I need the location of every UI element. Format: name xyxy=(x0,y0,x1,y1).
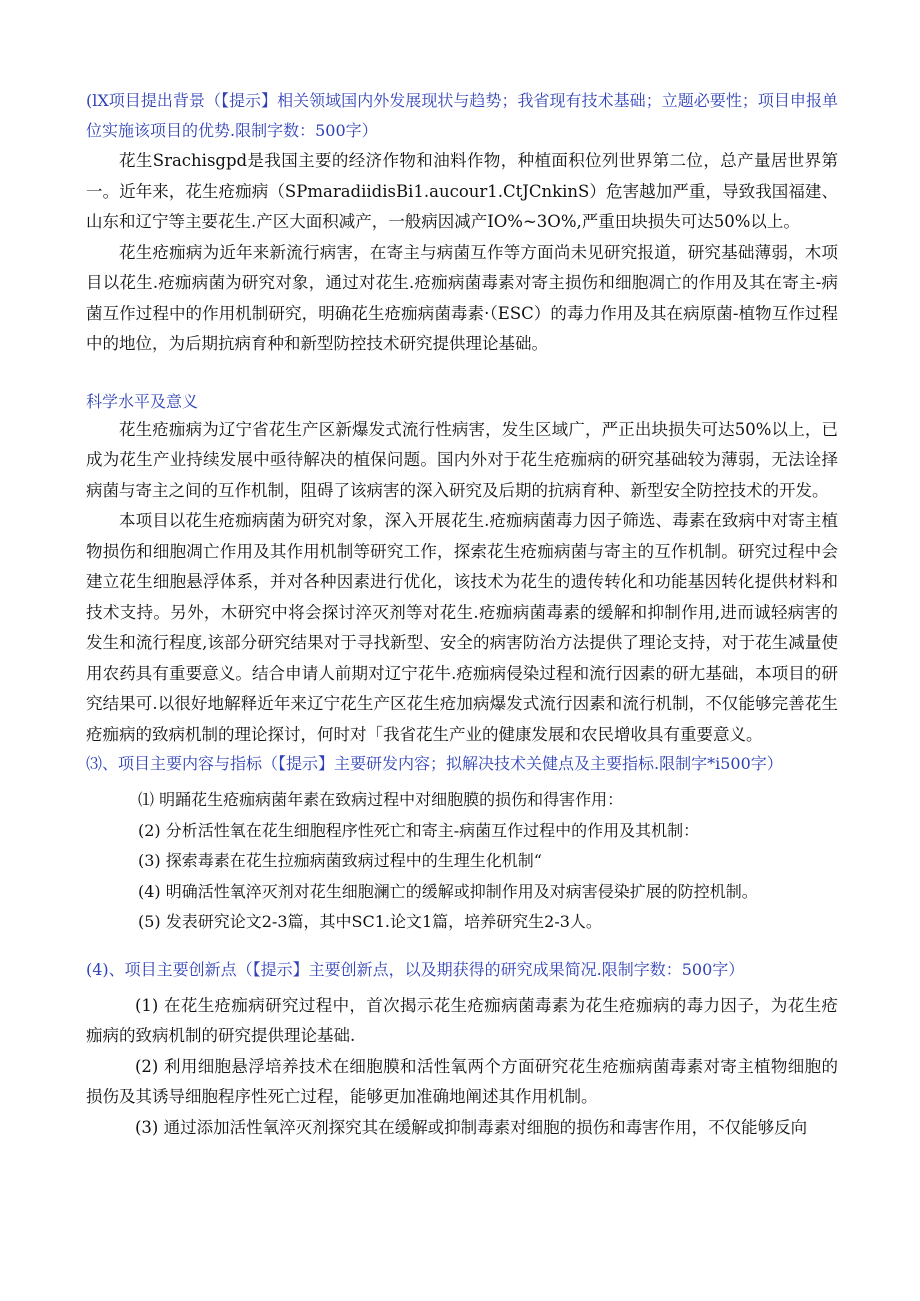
spacer xyxy=(86,938,838,956)
spacer xyxy=(86,983,838,991)
section1-paragraph-2: 花生疮痂病为近年来新流行病害，在寄主与病菌互作等方面尚未见研究报道，研究基础薄弱，木项目以花生.疮痂病菌为研究对象，通过对花生.疮痂病菌毒素对寄主损伤和细胞凋亡的作用及其在寄主-病菌互作过程中的作用机制研究，明确花生疮痂病菌毒素·（ESC）的毒力作用及其在病原菌-植物互作过程中的地位，为后期抗病育种和新型防控技术研究提供理论基础。 xyxy=(86,242,838,353)
section1-heading: (lX项目提出背景（【提示】相关领域国内外发展现状与趋势；我省现有技术基础；立题必要性；项目申报单位实施该项目的优势.限制字数：500字） xyxy=(86,91,838,140)
section4-heading: (4)、项目主要创新点（【提示】主要创新点，以及期获得的研究成果简况.限制字数：500字） xyxy=(86,959,745,979)
spacer xyxy=(86,777,838,785)
section1-paragraph-1: 花生Srachisgpd是我国主要的经济作物和油料作物，种植面积位列世界第二位，总产量居世界第一。近年来，花生疮痂病（SPmaradiidisBi1.aucour1.CtJCnkinS）危害越加严重，导致我国福建、山东和辽宁等主要花生.产区大面积减产，一般病因减产IO%~3O%,严重田块损失可达50%以上。 xyxy=(86,151,838,231)
section2-paragraph-2: 本项目以花生疮痂病菌为研究对象，深入开展花生.疮痂病菌毒力因子筛选、毒素在致病中对寄主植物损伤和细胞凋亡作用及其作用机制等研究工作，探索花生疮痂病菌与寄主的互作机制。研究过程中会建立花生细胞悬浮体系，并对各种因素进行优化，该技术为花生的遗传转化和功能基因转化提供材料和技术支持。另外，木研究中将会探讨淬灭剂等对花生.疮痂病菌毒素的缓解和抑制作用,进而诚轻病害的发生和流行程度,该部分研究结果对于寻找新型、安全的病害防治方法提供了理论支持，对于花生减量使用农药具有重要意义。结合申请人前期对辽宁花牛.疮痂病侵染过程和流行因素的研尢基础，本项目的研究结果可.以很好地解释近年来辽宁花生产区花生疮加病爆发式流行因素和流行机制，不仅能够完善花生疮痂病的致病机制的理论探讨，何时对「我省花生产业的健康发展和农民增收具有重要意义。 xyxy=(86,511,838,744)
section3-item-1: ⑴ 明踊花生疮痂病菌年素在致病过程中对细胞膜的损伤和得害作用： xyxy=(138,790,624,809)
spacer xyxy=(86,360,838,388)
section3-item-5: (5) 发表研究论文2-3篇，其中SC1.论文1篇，培养研究生2-3人。 xyxy=(138,912,602,931)
section3-heading: ⑶、项目主要内容与指标（【提示】主要研发内容；拟解决技术关健点及主要指标.限制字*i500字） xyxy=(86,754,783,773)
section3-item-2: (2) 分析活性氧在花生细胞程序性死亡和寄主-病菌互作过程中的作用及其机制： xyxy=(138,820,700,840)
section2-heading: 科学水平及意义 xyxy=(86,391,199,411)
section3-item-3: (3) 探索毒素在花生拉痂病菌致病过程中的生理生化机制“ xyxy=(138,851,542,870)
section4-paragraph-2: (2) 利用细胞悬浮培养技术在细胞膜和活性氧两个方面研究花生疮痂病菌毒素对寄主植物细胞的损伤及其诱导细胞程序性死亡过程，能够更加准确地阐述其作用机制。 xyxy=(86,1056,838,1106)
section2-paragraph-1: 花生疮痂病为辽宁省花生产区新爆发式流行性病害，发生区域广，严正出块损失可达50%以上，已成为花生产业持续发展中亟待解决的植保问题。国内外对于花生疮痂病的研究基础较为薄弱，无法诠择病菌与寄主之间的互作机制，阻碍了该病害的深入研究及后期的抗病育种、新型安全防控技术的开发。 xyxy=(86,419,838,500)
section3-item-4: (4) 明确活性氧淬灭剂对花生细胞澜亡的缓解或抑制作用及对病害侵染扩展的防控机制。 xyxy=(138,881,758,901)
section4-paragraph-1: (1) 在花生疮痂病研究过程中，首次揭示花生疮痂病菌毒素为花生疮痂病的毒力因子，为花生疮痂病的致病机制的研究提供理论基础. xyxy=(86,995,838,1045)
section4-paragraph-3: (3) 通过添加活性氧淬灭剂探究其在缓解或抑制毒素对细胞的损伤和毒害作用，不仅能够反向 xyxy=(135,1117,808,1137)
